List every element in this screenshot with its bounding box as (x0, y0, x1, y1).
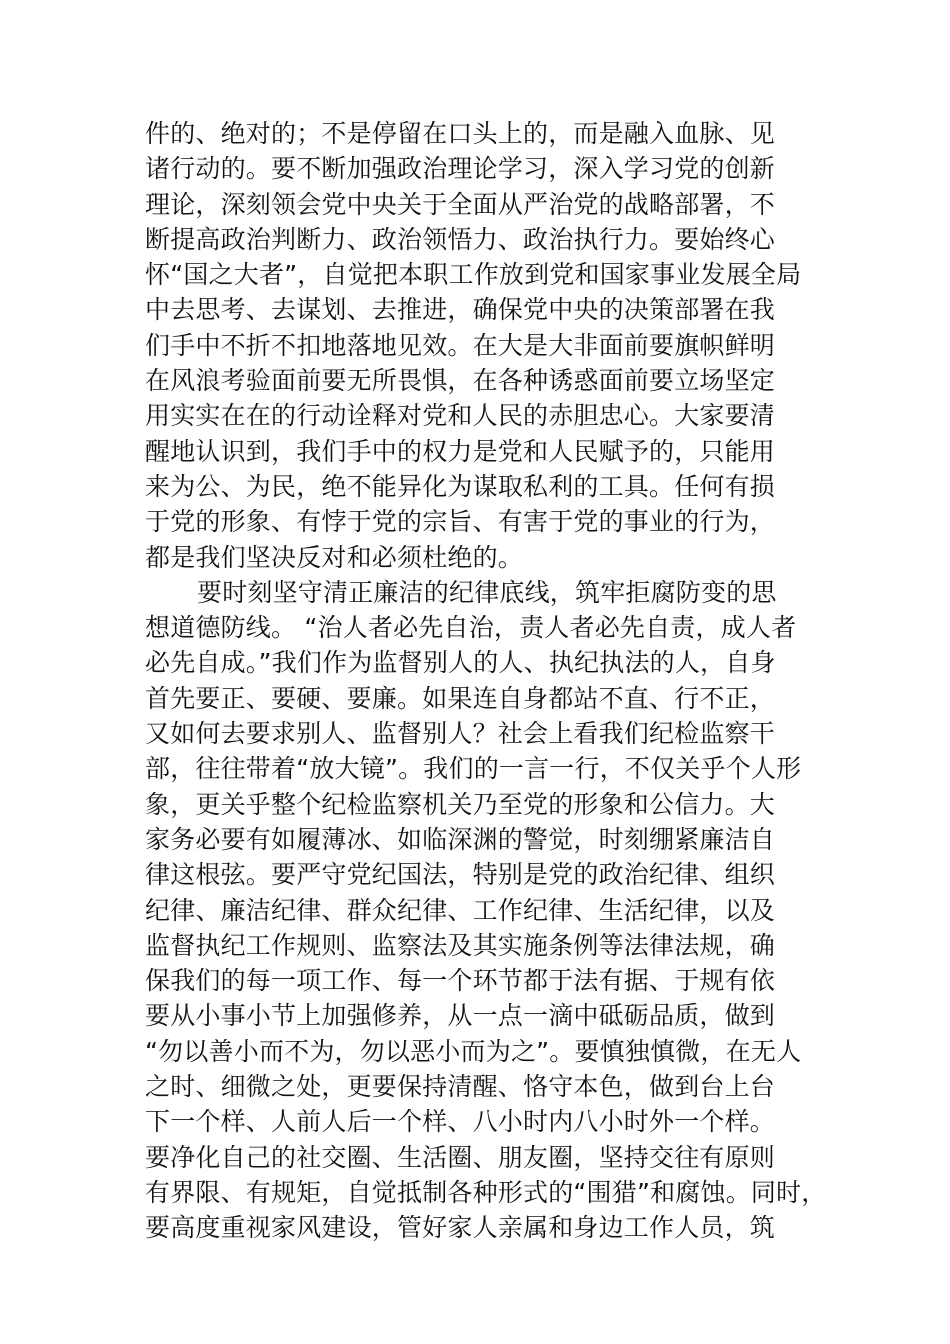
text-line: 要从小事小节上加强修养，从一点一滴中砥砺品质，做到 (145, 1001, 776, 1031)
text-line: 象，更关乎整个纪检监察机关乃至党的形象和公信力。大 (145, 789, 776, 819)
body-text (145, 116, 845, 1246)
text-line: 在风浪考验面前要无所畏惧，在各种诱惑面前要立场坚定 (145, 366, 776, 396)
text-line: 家务必要有如履薄冰、如临深渊的警觉，时刻绷紧廉洁自 (145, 824, 776, 854)
text-line: 中去思考、去谋划、去推进，确保党中央的决策部署在我 (145, 295, 776, 325)
text-line: 理论，深刻领会党中央关于全面从严治党的战略部署，不 (145, 189, 776, 219)
text-line: 都是我们坚决反对和必须杜绝的。 (145, 542, 524, 572)
text-line: 下一个样、人前人后一个样、八小时内八小时外一个样。 (145, 1107, 776, 1137)
text-line: 用实实在在的行动诠释对党和人民的赤胆忠心。大家要清 (145, 401, 776, 431)
text-line: 保我们的每一项工作、每一个环节都于法有据、于规有依 (145, 966, 776, 996)
text-line: 来为公、为民，绝不能异化为谋取私利的工具。任何有损 (145, 471, 776, 501)
text-line: 又如何去要求别人、监督别人？社会上看我们纪检监察干 (145, 719, 776, 749)
text-line: 要净化自己的社交圈、生活圈、朋友圈，坚持交往有原则 (145, 1142, 776, 1172)
text-line: 于党的形象、有悖于党的宗旨、有害于党的事业的行为， (145, 507, 776, 537)
text-line: 件的、绝对的；不是停留在口头上的，而是融入血脉、见 (145, 119, 776, 148)
paragraph-start-line: 要时刻坚守清正廉洁的纪律底线，筑牢拒腐防变的思 (197, 577, 777, 607)
text-line: 律这根弦。要严守党纪国法，特别是党的政治纪律、组织 (145, 860, 776, 890)
text-line: 部，往往带着“放大镜”。我们的一言一行，不仅关乎个人形 (145, 754, 802, 784)
text-line: “勿以善小而不为，勿以恶小而为之”。要慎独慎微，在无人 (145, 1036, 802, 1066)
text-line: 要高度重视家风建设，管好家人亲属和身边工作人员，筑 (145, 1213, 776, 1243)
text-line: 必先自成。”我们作为监督别人的人、执纪执法的人，自身 (145, 648, 776, 678)
text-line: 纪律、廉洁纪律、群众纪律、工作纪律、生活纪律，以及 (145, 895, 776, 925)
text-line: 首先要正、要硬、要廉。如果连自身都站不直、行不正， (145, 683, 776, 713)
text-line: 醒地认识到，我们手中的权力是党和人民赋予的，只能用 (145, 436, 776, 466)
text-line: 们手中不折不扣地落地见效。在大是大非面前要旗帜鲜明 (145, 330, 776, 360)
text-line: 有界限、有规矩，自觉抵制各种形式的“围猎”和腐蚀。同时， (145, 1177, 827, 1207)
text-line: 监督执纪工作规则、监察法及其实施条例等法律法规，确 (145, 930, 776, 960)
text-line: 怀“国之大者”，自觉把本职工作放到党和国家事业发展全局 (145, 260, 802, 290)
text-line: 之时、细微之处，更要保持清醒、恪守本色，做到台上台 (145, 1072, 776, 1102)
text-line: 断提高政治判断力、政治领悟力、政治执行力。要始终心 (145, 224, 776, 254)
text-line: 诸行动的。要不断加强政治理论学习，深入学习党的创新 (145, 154, 776, 184)
text-line: 想道德防线。 “治人者必先自治，责人者必先自责，成人者 (145, 613, 797, 643)
